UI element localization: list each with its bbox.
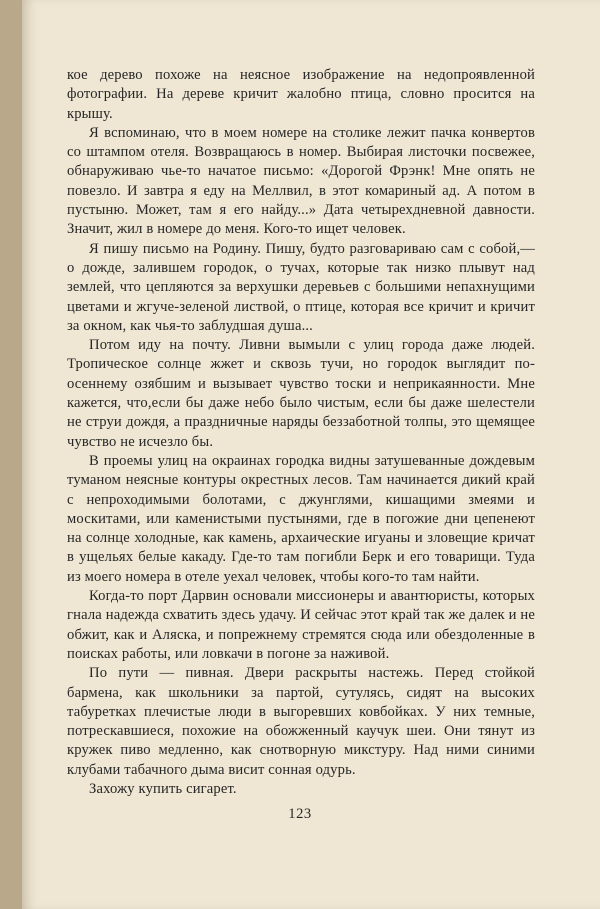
paragraph: Потом иду на почту. Ливни вымыли с улиц города даже людей. Тропическое солнце жжет и сквозь тучи, но городок выглядит по-осеннему озябшим и вызывает чувство тоски и неприкаянности. Мне кажется, что,если бы даже небо было чистым, если бы даже шелестели не струи дождя, а праздничные наряды беззаботной толпы, это щемящее чувство не исчезло бы. <box>67 337 535 450</box>
paragraph: Я пишу письмо на Родину. Пишу, будто разговариваю сам с собой,— о дожде, залившем городок, о тучах, которые так низко плывут над землей, что цепляются за верхушки деревьев с большими непахнущими цветами и жгуче-зеленой листвой, о птице, которая все кричит и кричит за окном, как чья-то заблудшая душа... <box>67 240 535 334</box>
page-number: 123 <box>288 806 312 822</box>
paragraph: В проемы улиц на окраинах городка видны затушеванные дождевым туманом неясные контуры окрестных лесов. Там начинается дикий край с непроходимыми болотами, с джунглями, кишащими змеями и москитами, или каменистыми пустынями, где в погожие дни цепенеют на солнце холодные, как камень, архаические игуаны и зловещие кричат в ущельях белые какаду. Где-то там погибли Берк и его товарищи. Туда из моего номера в отеле уехал человек, чтобы кого-то там найти. <box>67 452 535 585</box>
paragraph: Я вспоминаю, что в моем номере на столике лежит пачка конвертов со штампом отеля. Возвращаюсь в номер. Выбирая листочки посвежее, обнаруживаю чье-то начатое письмо: «Дорогой Фрэнк! Мне опять не повезло. И завтра я еду на Меллвил, в этот комариный ад. А потом в пустыню. Может, там я его найду...» Дата четырехдневной давности. Значит, жил в номере до меня. Кого-то ищет человек. <box>67 124 535 238</box>
paragraph: Захожу купить сигарет. <box>89 780 237 797</box>
paragraph: По пути — пивная. Двери раскрыты настежь. Перед стойкой бармена, как школьники за партой, сутулясь, сидят на высоких табуретках плечистые люди в выгоревших ковбойках. У них темные, потрескавшиеся, похожие на обожженный каучук шеи. Они тянут из кружек пиво медленно, как снотворную микстуру. Над ними синими клубами табачного дыма висит сонная одурь. <box>67 665 535 778</box>
paragraph: кое дерево похоже на неясное изображение на недопроявленной фотографии. На дереве кричит жалобно птица, словно просится на крышу. <box>67 67 535 122</box>
paragraph: Когда-то порт Дарвин основали миссионеры и авантюристы, которых гнала надежда схватить здесь удачу. И сейчас этот край так же далек и не обжит, как и Аляска, и попрежнему стремятся сюда или обездоленные в поисках работы, или ловкачи в погоне за наживой. <box>67 588 535 662</box>
body-text <box>67 66 535 799</box>
